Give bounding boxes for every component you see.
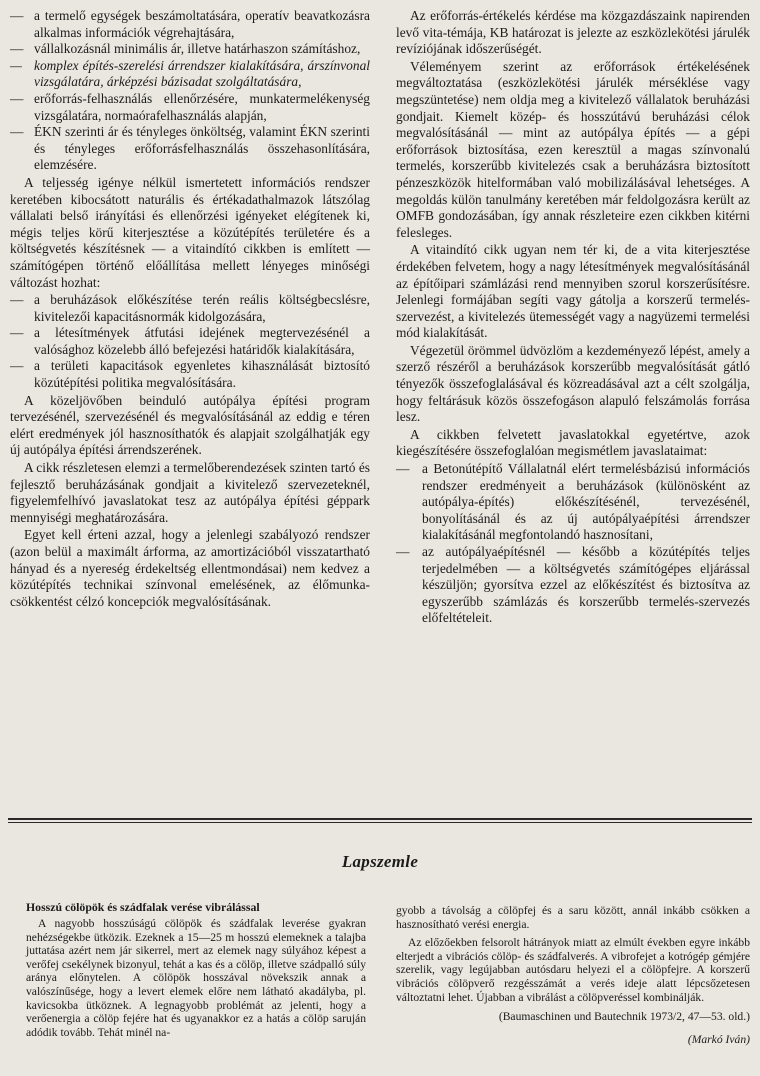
list-item: — vállalkozásnál minimális ár, illetve határhaszon számításhoz, (10, 41, 370, 58)
section-divider-thin (8, 822, 752, 823)
paragraph: Egyet kell érteni azzal, hogy a jelenlegi szabályozó rendszer (azon belül a maximált árforma, az amortizációból visszatartható hányad és a nyereség érdekeltség ellentmondásai) nem kedvez a közútépítés technikai színvonal emelésének, az élőmunka-csökkentést célzó koncepciók megvalósításának. (10, 527, 370, 609)
article-title: Hosszú cölöpök és szádfalak verése vibrálással (26, 900, 260, 914)
paragraph: Végezetül örömmel üdvözlöm a kezdeményező lépést, amely a szerző részéről a beruházások korszerűbb megvalósítását gátló tényezők összefoglalásával és közreadásával azt a célt szolgálja, hogy feltárásuk közös összefogáson alapuló felszámolás forrása lesz. (396, 342, 750, 425)
paragraph: A vitaindító cikk ugyan nem tér ki, de a vita kiterjesztése érdekében felvetem, hogy a nagy létesítmények megvalósításánál az építőipari számlázási rend mennyiben szorul korszerűsítésre. Jelenlegi formájában segíti vagy gátolja a korszerű termelés-szervezést, a kivitelezés ütemességét vagy a nagyüzemi termelési mód kialakítását. (396, 242, 750, 341)
paragraph: Véleményem szerint az erőforrások értékelésének megváltoztatása (eszközlekötési járulék mérséklése vagy megszüntetése) nem oldja meg a kivitelező vállalatok beruházási gondjait. Kiemelt közép- és hosszútávú beruházási célok megvalósításánál — mint az autópálya építés — a gépi erőforrások biztosítása, ezen keresztül a magas színvonalú termelés, korszerűbb kivitelezés csak a beruházásra biztosított pénzeszközök hitelformában való mobilizálásával lehetséges. A megoldás külön tanulmány keretében már feldolgozásra került az OMFB gondozásában, így annak részleteire ezen cikkben kitérni felesleges. (396, 58, 750, 240)
paragraph: A teljesség igénye nélkül ismertetett információs rendszer keretében kibocsátott naturális és értékadathalmazok látszólag vállalati belső irányítási és ellenőrzési igényeket elégítenek ki, mégis teljes körű kiterjesztése a közútépítés területére és a költségvetés készítésnek — a vitaindító cikkben is említett — számítógépen történő előállítása mellett lényeges minőségi változást hozhat: (10, 174, 370, 290)
list-changes (10, 292, 370, 392)
list-item: — a területi kapacitások egyenletes kihasználását biztosító közútépítési politika megvalósítására. (10, 358, 370, 391)
section-divider (8, 818, 752, 820)
paragraph: A cikkben felvetett javaslatokkal egyetértve, azok kiegészítésére összefoglalóan megismétlem javaslataimat: (396, 426, 750, 459)
list-proposals (396, 461, 750, 627)
list-purposes (10, 8, 370, 174)
left-column (10, 8, 370, 610)
section-title: Lapszemle (341, 852, 419, 871)
review-right-column (396, 904, 750, 1046)
paragraph: A cikk részletesen elemzi a termelőberendezések szinten tartó és fejlesztő beruházásának gondjait a kivitelező szervezeteknél, figyelemfelhívó javaslatokat tesz az autópálya építési géppark mennyiségi meghatározására. (10, 460, 370, 525)
source-citation: (Baumaschinen und Bautechnik 1973/2, 47—53. old.) (498, 1010, 750, 1024)
list-item: — a Betonútépítő Vállalatnál elért termelésbázisú információs rendszer eredményeit a beruházások (különösként az autópálya-építés) előkészítésénél, tervezésénél, bonyolításánál és az új autópályaépítési árrendszer kialakításánál megfontolandó hasznosítani, (396, 461, 750, 544)
review-paragraph: A nagyobb hosszúságú cölöpök és szádfalak leverése gyakran nehézségekbe ütközik. Ezeknek a 15—25 m hosszú elemeknek a talajba juttatása azért nem jár sikerrel, mert az elemek nagy súlyához képest a verőfej csekélynek bizonyul, tehát a kas és a cölöp, illetve szádpalló súly aránya előnytelen. A cölöpök hosszával növekszik annak a valószínűsége, hogy a levert elemek előre nem látható akadályba, pl. kavicsokba ütköznek. A legnagyobb problémát az jelenti, hogy a verőenergia a cölöp fejére hat és ugyanakkor ez a hatás a cölöp saruján adódik tovább. Tehát minél na- (26, 917, 366, 1039)
list-item: — az autópályaépítésnél — később a közútépítés teljes terjedelmében — a költségvetés számítógépes eljárással készüljön; gyorsítva ezzel az előkészítést és biztosítva az egyszerűbb számlázás és korszerűbb termelés-szervezés előfeltételeit. (396, 544, 750, 627)
list-item: — komplex építés-szerelési árrendszer kialakítására, árszínvonal vizsgálatára, árképzési bázisadat szolgáltatására, (10, 58, 370, 91)
author-signature: (Markó Iván) (687, 1032, 750, 1046)
list-item: — a beruházások előkészítése terén reális költségbecslésre, kivitelezői kapacitásnormák kidolgozására, (10, 292, 370, 325)
review-left-column (26, 900, 366, 1039)
list-item: — ÉKN szerinti ár és tényleges önköltség, valamint ÉKN szerinti és tényleges erőforrásfelhasználás összehasonlítására, elemzésére. (10, 124, 370, 174)
review-paragraph: gyobb a távolság a cölöpfej és a saru között, annál inkább csökken a hasznosítható verési energia. (396, 904, 750, 931)
list-item: — erőforrás-felhasználás ellenőrzésére, munkatermelékenység vizsgálatára, normaórafelhasználás alapján, (10, 91, 370, 124)
list-item: — a létesítmények átfutási idejének megtervezésénél a valósághoz közelebb álló befejezési határidők kialakítására, (10, 325, 370, 358)
right-column (396, 8, 750, 627)
paragraph: A közeljövőben beinduló autópálya építési program tervezésénél, szervezésénél és megvalósításánál az eddig e téren elért eredmények jól hasznosíthatók és alapjait szolgálhatják egy új autópálya építési árrendszerének. (10, 392, 370, 458)
list-item: — a termelő egységek beszámoltatására, operatív beavatkozásra alkalmas információk végrehajtására, (10, 8, 370, 41)
paragraph: Az erőforrás-értékelés kérdése ma közgazdászaink napirenden levő vita-témája, KB határozat is jelezte az eszközlekötési járulék revíziójának időszerűségét. (396, 8, 750, 57)
review-paragraph: Az előzőekben felsorolt hátrányok miatt az elmúlt években egyre inkább elterjedt a vibrációs cölöp- és szádfalverés. A vibrofejet a kotrógép gémjére szerelik, vagy legújabban autósdaru helyezi el a cölöpfejre. A korszerű vibrációs cölöpverő rezgésszámát a verés ideje alatt lépcsőzetesen változtatni lehet. Újabban a vibrálást a cölöpveréssel kombinálják. (396, 936, 750, 1004)
